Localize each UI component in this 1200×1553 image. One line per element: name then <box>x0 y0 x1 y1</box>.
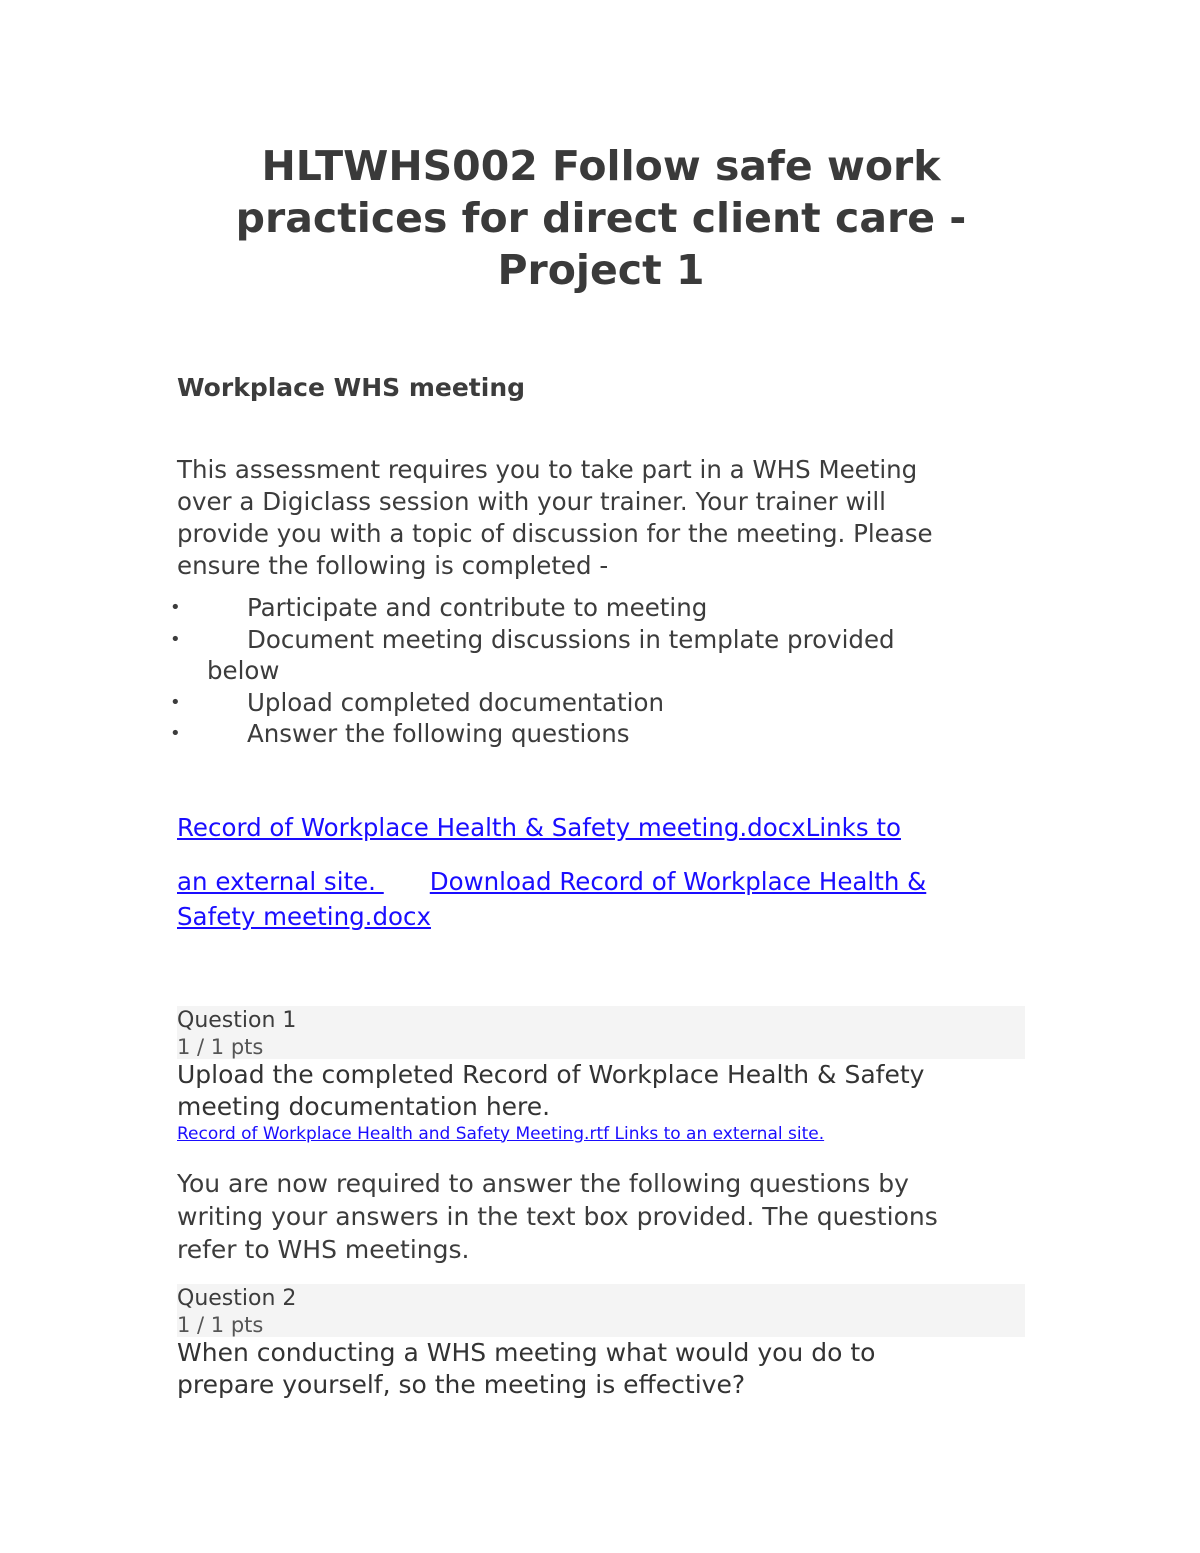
list-item <box>170 624 1025 687</box>
question-text-line: Upload the completed Record of Workplace Health & Safety <box>177 1059 925 1089</box>
list-item <box>170 687 1025 719</box>
question-2-text <box>177 1337 1025 1401</box>
intro-line: provide you with a topic of discussion for the meeting. Please <box>177 519 933 548</box>
instructions-line: refer to WHS meetings. <box>177 1234 470 1264</box>
list-item-text: Document meeting discussions in template provided <box>247 624 895 654</box>
question-1-header <box>177 1006 1025 1059</box>
question-2-title: Question 2 <box>177 1285 297 1311</box>
instructions-line: writing your answers in the text box provided. The questions <box>177 1201 938 1231</box>
question-text-line: prepare yourself, so the meeting is effective? <box>177 1369 746 1399</box>
list-item <box>170 718 1025 750</box>
template-download-link[interactable]: Download Record of Workplace Health & <box>429 866 927 896</box>
bullet-icon: • <box>170 628 181 650</box>
question-1-points: 1 / 1 pts <box>177 1034 264 1059</box>
intro-line: ensure the following is completed - <box>177 551 609 580</box>
section-heading: Workplace WHS meeting <box>177 373 526 402</box>
list-item-text: Answer the following questions <box>247 719 630 748</box>
template-external-link[interactable]: Record of Workplace Health & Safety meeting.docxLinks to <box>177 812 901 842</box>
template-link-block-2 <box>177 866 1025 936</box>
template-link-block <box>177 812 1025 844</box>
template-download-link-continued[interactable]: Safety meeting.docx <box>177 901 431 931</box>
requirements-list <box>170 592 1025 750</box>
bullet-icon: • <box>170 597 181 618</box>
question-text-line: meeting documentation here. <box>177 1091 551 1121</box>
document-title <box>137 140 1065 296</box>
intro-line: This assessment requires you to take part in a WHS Meeting <box>177 455 918 484</box>
attachment-link[interactable]: Record of Workplace Health and Safety Meeting.rtf Links to an external site. <box>177 1123 825 1144</box>
template-external-link-continued[interactable]: an external site. <box>177 866 384 896</box>
list-item-text: Participate and contribute to meeting <box>247 593 708 622</box>
list-item <box>170 592 1025 624</box>
question-1-attachment <box>177 1123 1025 1145</box>
question-1-text <box>177 1059 1025 1123</box>
question-1-title: Question 1 <box>177 1007 297 1033</box>
document-content <box>170 140 1025 1401</box>
title-line: practices for direct client care - <box>235 194 967 242</box>
title-line: Project 1 <box>497 246 705 294</box>
intro-line: over a Digiclass session with your trainer. Your trainer will <box>177 487 886 516</box>
instructions-line: You are now required to answer the following questions by <box>177 1168 909 1198</box>
question-text-line: When conducting a WHS meeting what would you do to <box>177 1337 876 1367</box>
list-item-text-wrap: below <box>207 656 280 685</box>
title-line: HLTWHS002 Follow safe work <box>261 142 941 190</box>
instructions-paragraph <box>177 1167 1025 1266</box>
list-item-text: Upload completed documentation <box>247 687 664 717</box>
bullet-icon: • <box>170 723 181 744</box>
question-2-header <box>177 1284 1025 1337</box>
bullet-icon: • <box>170 691 181 713</box>
question-2-points: 1 / 1 pts <box>177 1312 264 1337</box>
intro-paragraph <box>177 454 1025 582</box>
